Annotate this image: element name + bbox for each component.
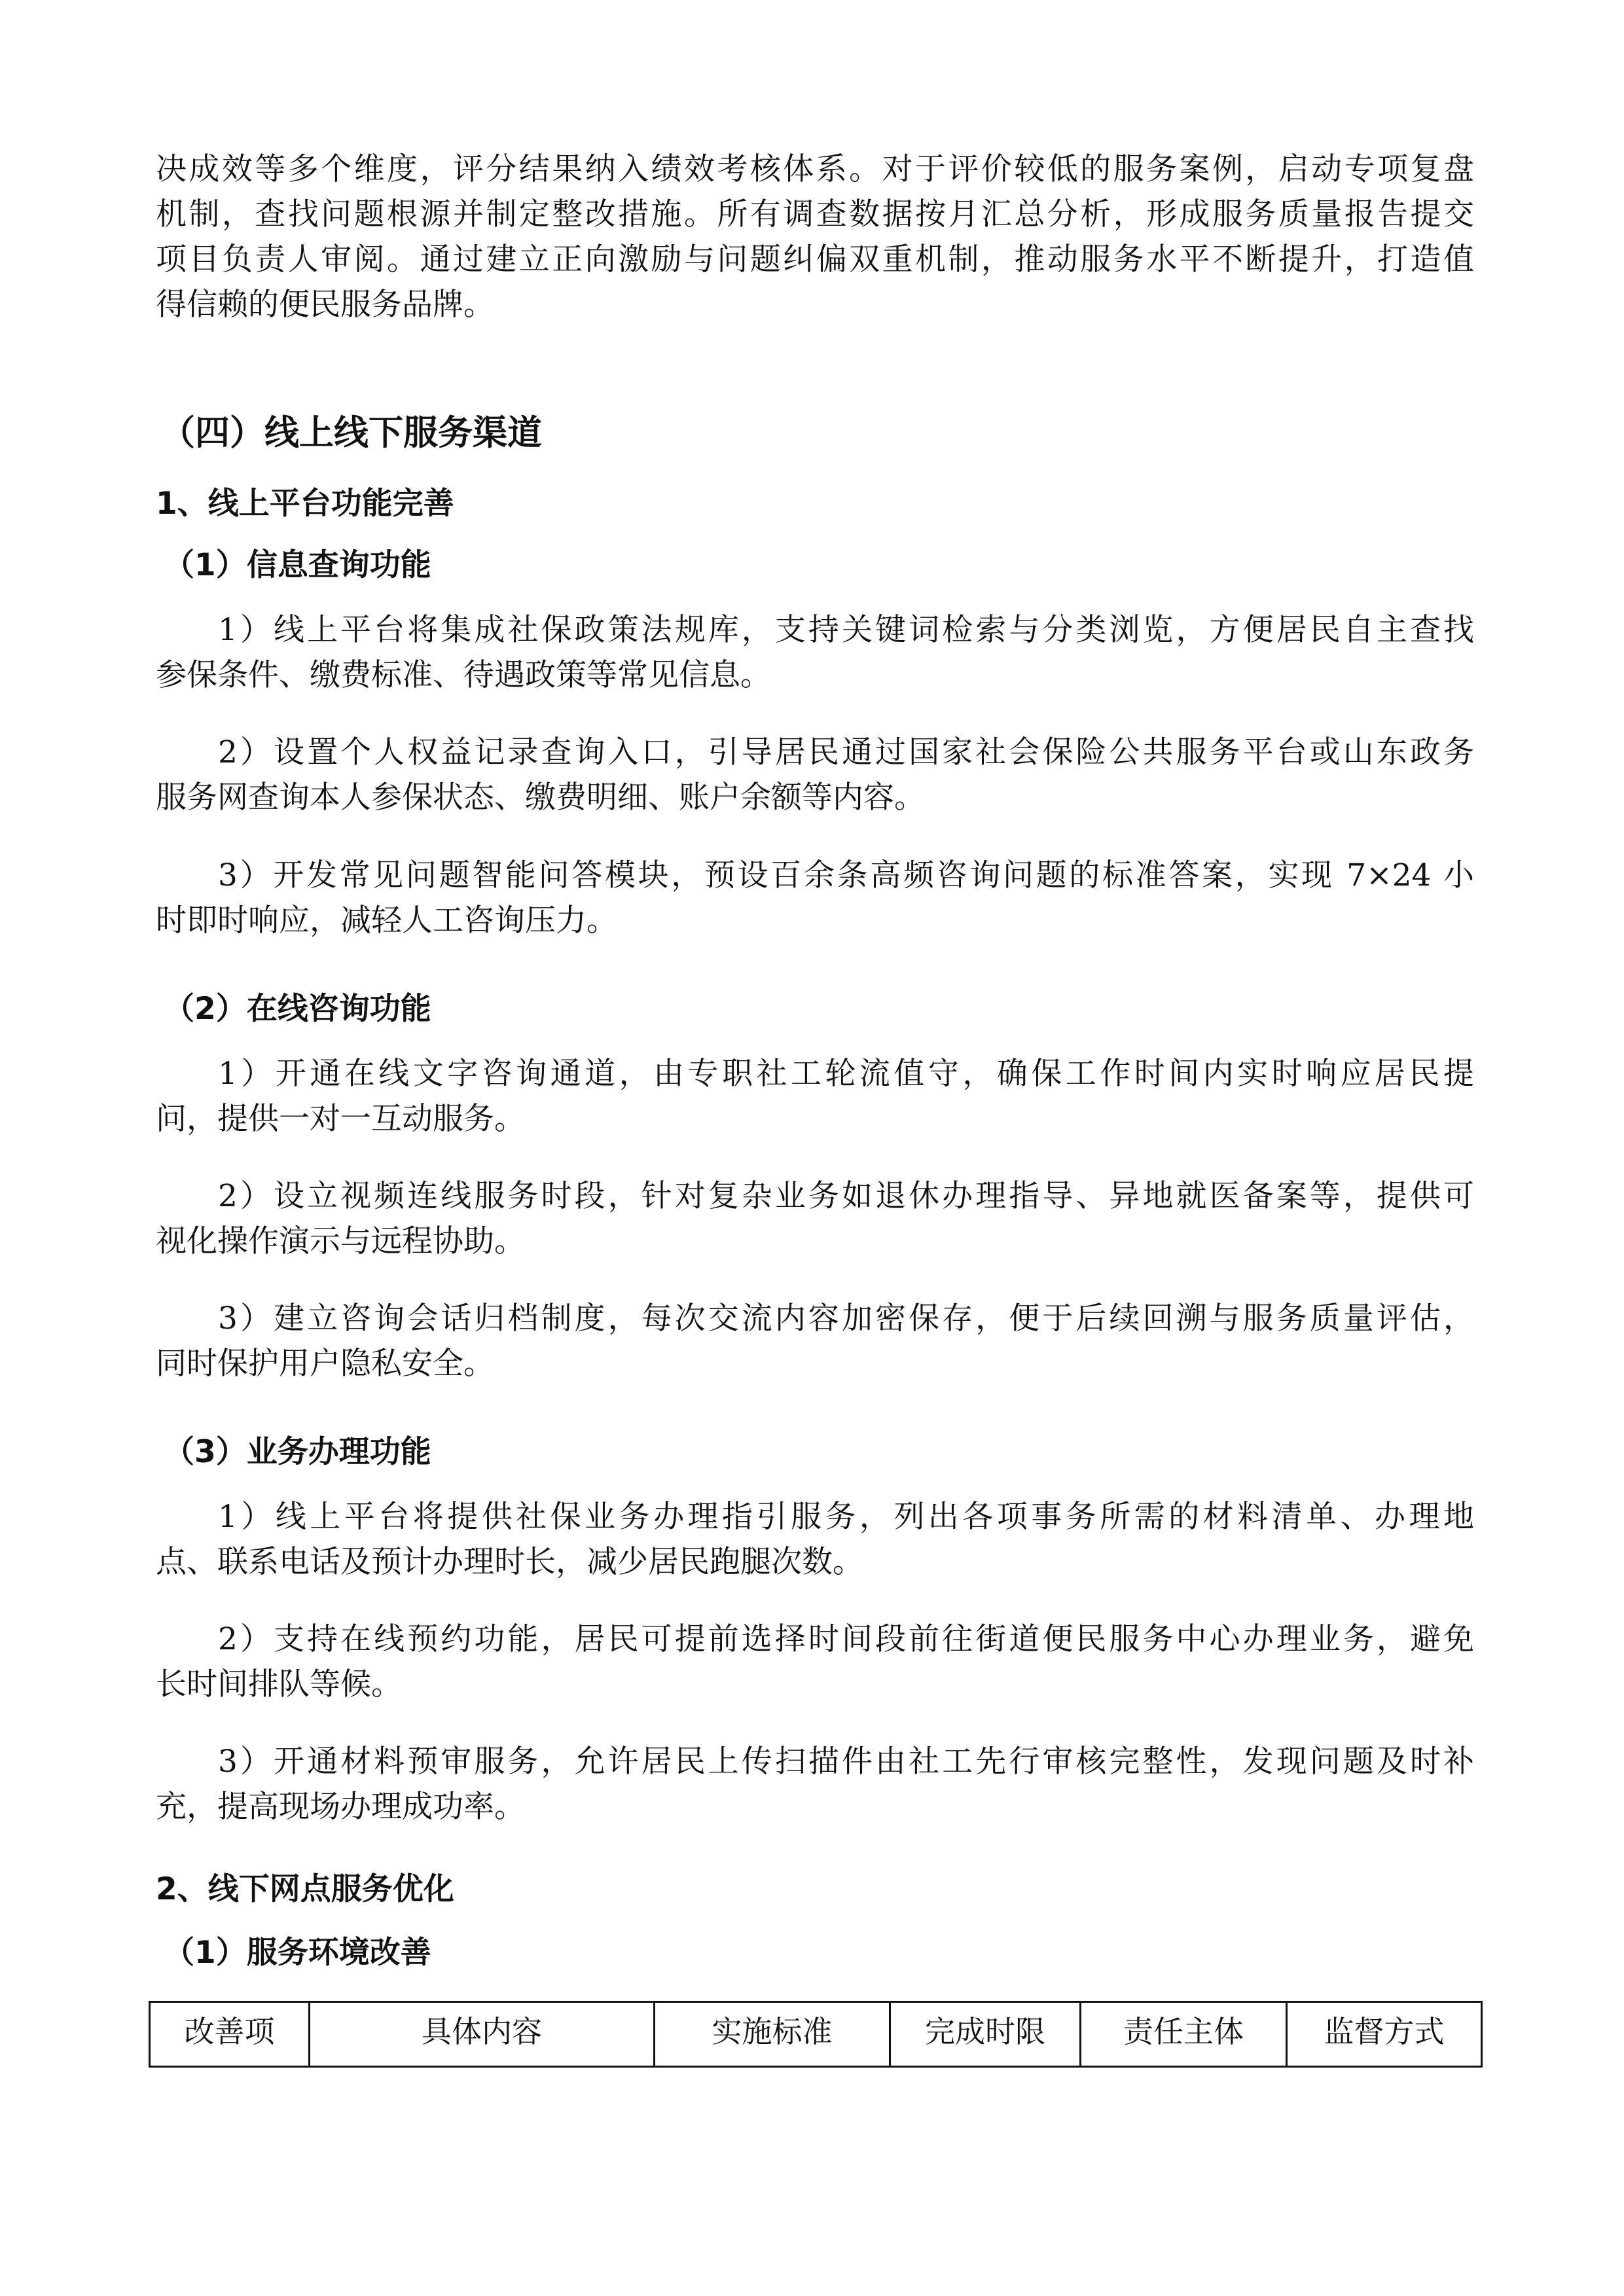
- body-text-line: 3）开通材料预审服务，允许居民上传扫描件由社工先行审核完整性，发现问题及时补: [218, 1744, 1474, 1780]
- body-text-line: 参保条件、缴费标准、待遇政策等常见信息。: [156, 657, 771, 693]
- body-text-line: 服务网查询本人参保状态、缴费明细、账户余额等内容。: [156, 780, 925, 816]
- body-text-line: 长时间排队等候。: [156, 1666, 402, 1702]
- table-header-cell: 责任主体: [1081, 2002, 1287, 2067]
- body-text-line: 2）设立视频连线服务时段，针对复杂业务如退休办理指导、异地就医备案等，提供可: [218, 1178, 1474, 1214]
- subsection-heading: 1、线上平台功能完善: [156, 486, 454, 522]
- body-text-line: 得信赖的便民服务品牌。: [156, 287, 494, 323]
- body-text-line: 决成效等多个维度，评分结果纳入绩效考核体系。对于评价较低的服务案例，启动专项复盘: [156, 151, 1474, 187]
- item-heading: （2）在线咨询功能: [164, 991, 431, 1027]
- body-text-line: 点、联系电话及预计办理时长，减少居民跑腿次数。: [156, 1544, 863, 1580]
- body-text-line: 问，提供一对一互动服务。: [156, 1101, 525, 1137]
- body-text-line: 机制，查找问题根源并制定整改措施。所有调查数据按月汇总分析，形成服务质量报告提交: [156, 196, 1474, 232]
- table-header-cell: 完成时限: [890, 2002, 1081, 2067]
- item-heading: （1）信息查询功能: [164, 547, 431, 583]
- table-header-row: [150, 2002, 1482, 2067]
- item-heading: （1）服务环境改善: [164, 1935, 431, 1971]
- table-header-cell: 监督方式: [1287, 2002, 1482, 2067]
- table-header-cell: 改善项: [150, 2002, 310, 2067]
- body-text-line: 1）开通在线文字咨询通道，由专职社工轮流值守，确保工作时间内实时响应居民提: [218, 1056, 1474, 1092]
- body-text-line: 1）线上平台将提供社保业务办理指引服务，列出各项事务所需的材料清单、办理地: [218, 1499, 1474, 1535]
- table-header-cell: 具体内容: [310, 2002, 655, 2067]
- item-heading: （3）业务办理功能: [164, 1434, 431, 1470]
- body-text-line: 2）支持在线预约功能，居民可提前选择时间段前往街道便民服务中心办理业务，避免: [218, 1621, 1474, 1657]
- body-text-line: 同时保护用户隐私安全。: [156, 1346, 494, 1382]
- body-text-line: 3）建立咨询会话归档制度，每次交流内容加密保存，便于后续回溯与服务质量评估，: [218, 1300, 1474, 1336]
- table-header-cell: 实施标准: [655, 2002, 890, 2067]
- body-text-line: 1）线上平台将集成社保政策法规库，支持关键词检索与分类浏览，方便居民自主查找: [218, 612, 1474, 648]
- subsection-heading: 2、线下网点服务优化: [156, 1871, 454, 1907]
- body-text-line: 视化操作演示与远程协助。: [156, 1223, 525, 1259]
- body-text-line: 时即时响应，减轻人工咨询压力。: [156, 903, 617, 939]
- body-text-line: 项目负责人审阅。通过建立正向激励与问题纠偏双重机制，推动服务水平不断提升，打造值: [156, 242, 1474, 278]
- body-text-line: 2）设置个人权益记录查询入口，引导居民通过国家社会保险公共服务平台或山东政务: [218, 734, 1474, 770]
- section-heading: （四）线上线下服务渠道: [160, 413, 542, 453]
- body-text-line: 3）开发常见问题智能问答模块，预设百余条高频咨询问题的标准答案，实现 7×24 小: [218, 857, 1474, 893]
- improvement-table: [149, 2001, 1483, 2068]
- body-text-line: 充，提高现场办理成功率。: [156, 1789, 525, 1825]
